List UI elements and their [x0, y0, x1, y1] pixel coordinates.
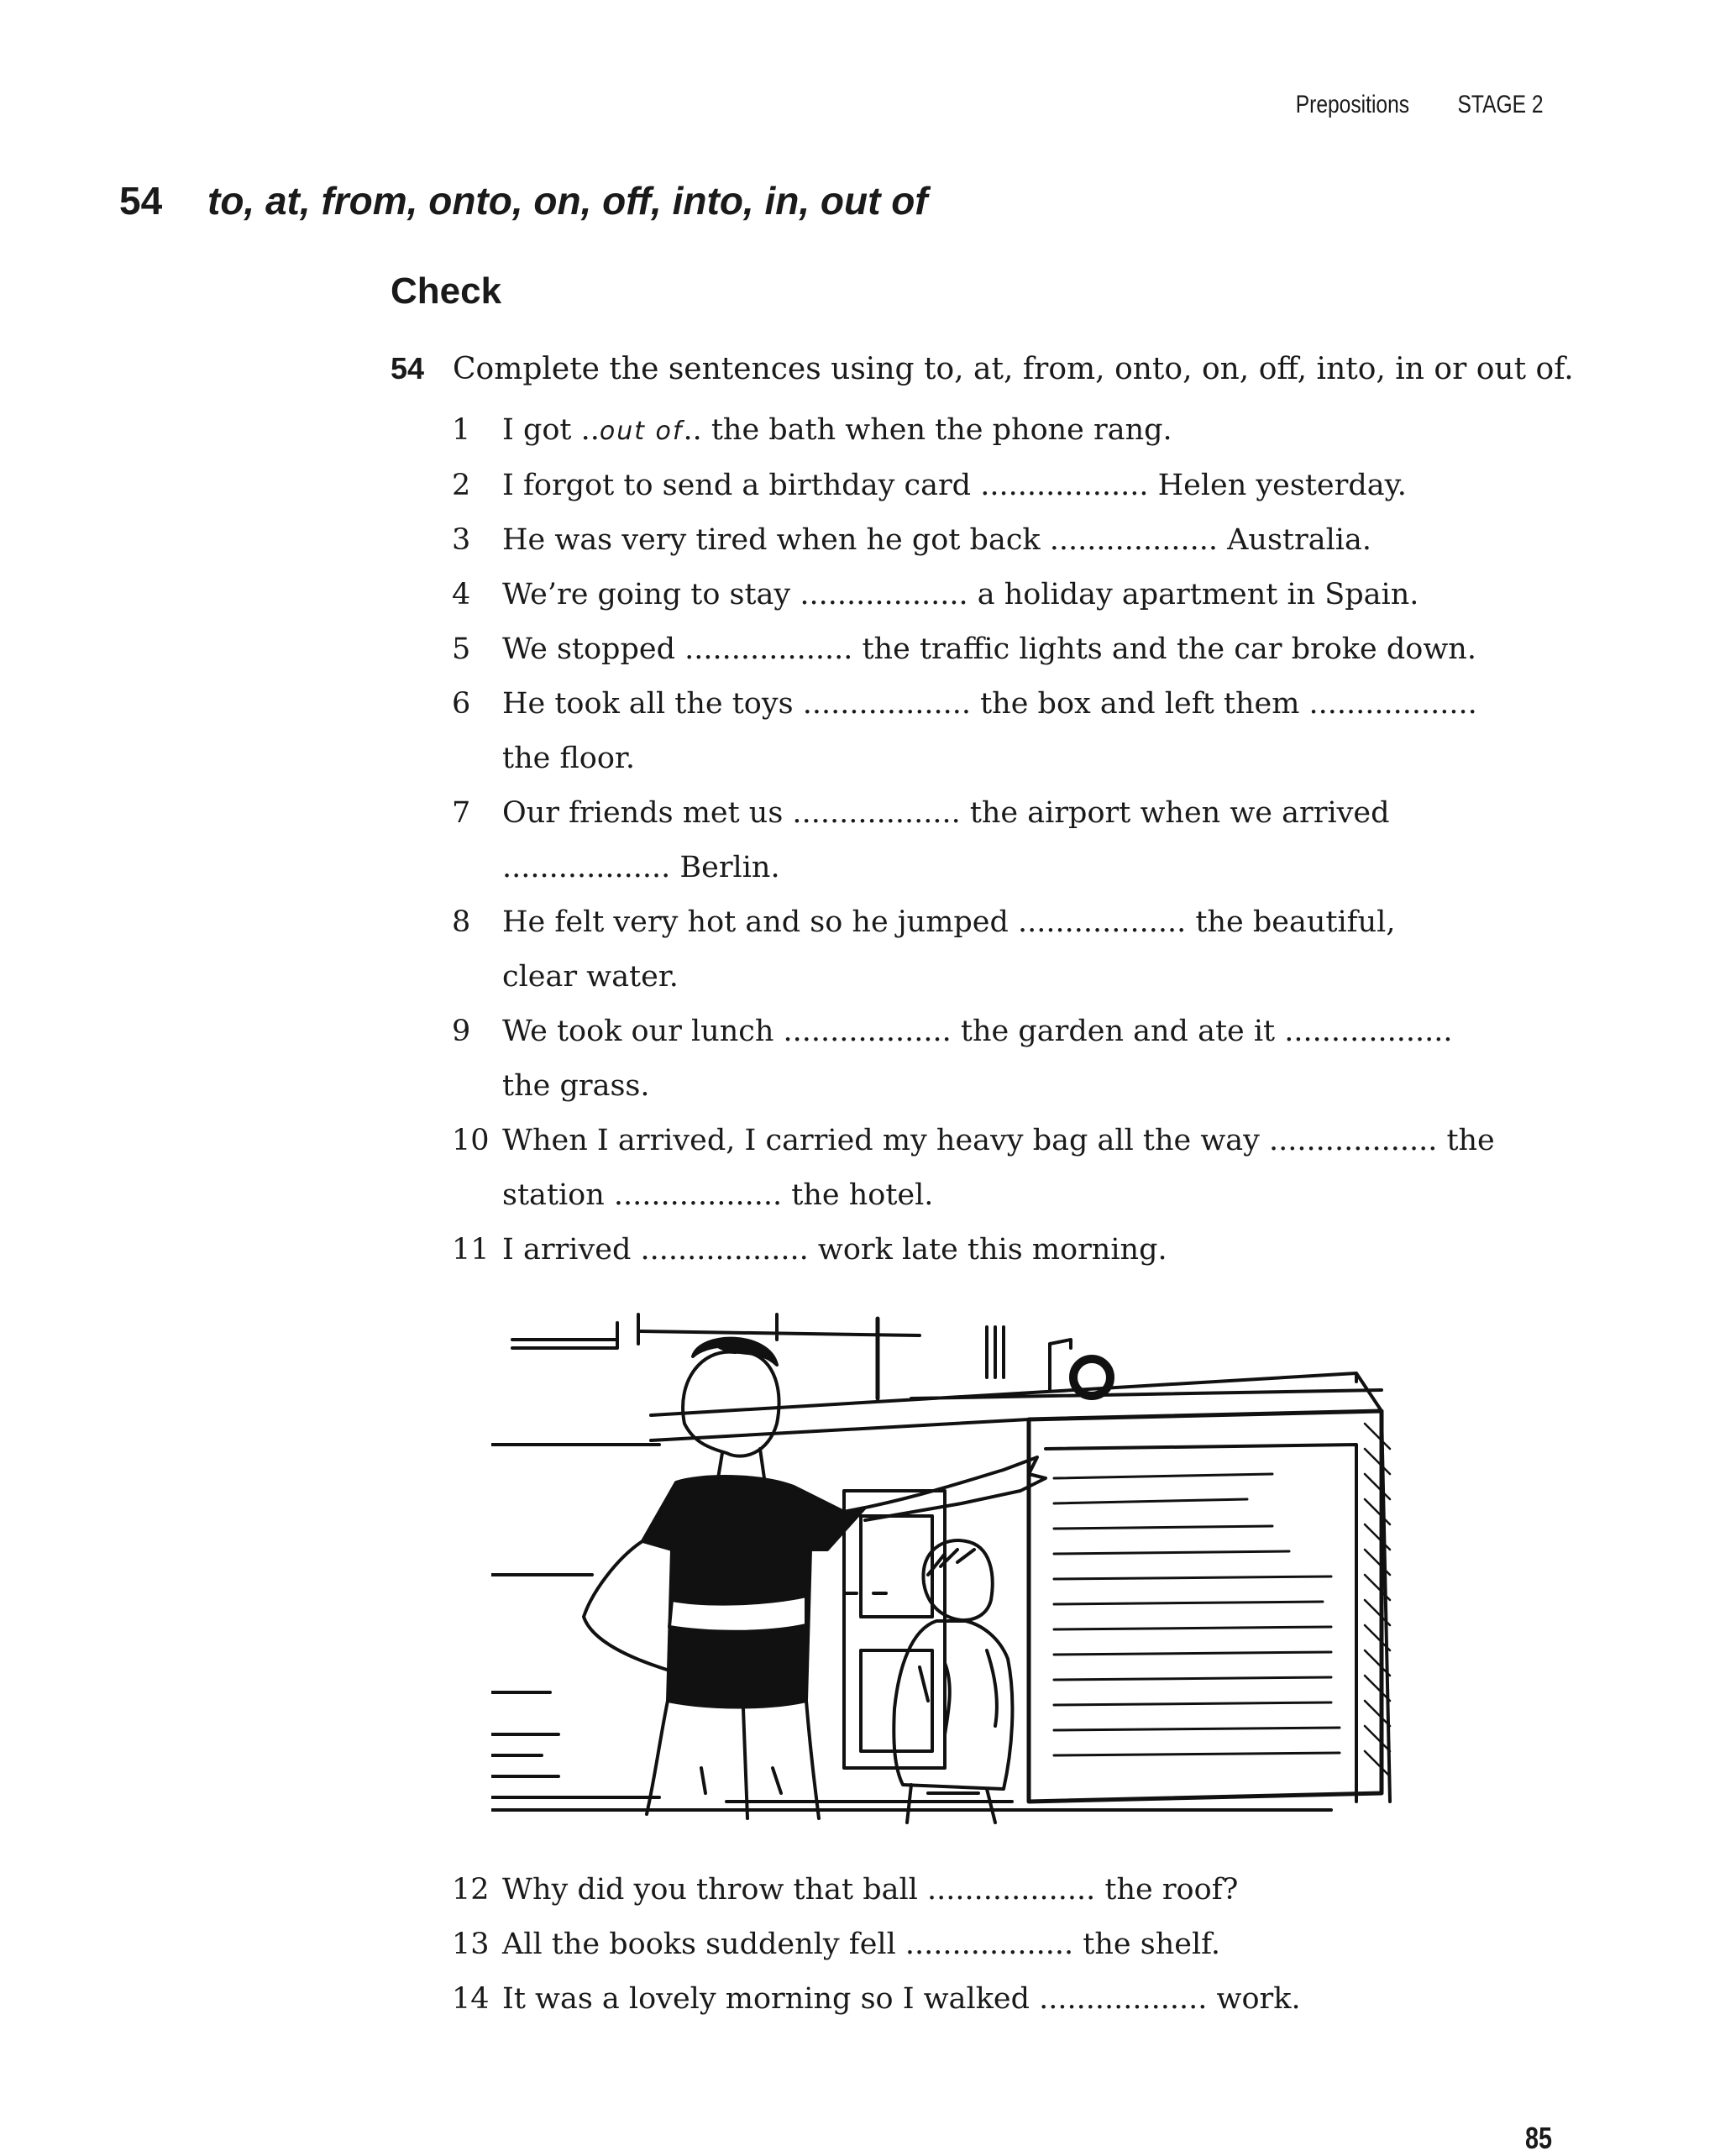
section-heading: Check	[391, 270, 502, 312]
exercise-item	[452, 1114, 1577, 1223]
exercise-item	[452, 459, 1577, 513]
item-text	[502, 622, 1577, 677]
item-number: 12	[452, 1873, 490, 1907]
exercise-instruction: Complete the sentences using to, at, from, onto, on, off, into, in or out of.	[453, 352, 1574, 386]
item-number: 9	[452, 1015, 471, 1048]
item-number: 4	[452, 578, 471, 611]
item-line: the floor.	[502, 742, 635, 775]
item-line: I arrived .................. work late this morning.	[502, 1233, 1167, 1267]
item-text	[502, 1972, 1577, 2027]
item-line: When I arrived, I carried my heavy bag all the way .................. the	[502, 1124, 1495, 1157]
unit-number: 54	[119, 179, 163, 223]
item-line: All the books suddenly fell .................. the shelf.	[502, 1928, 1220, 1961]
item-text	[502, 1223, 1577, 1277]
item-number: 8	[452, 905, 471, 939]
item-line: Our friends met us .................. the airport when we arrived	[502, 796, 1390, 830]
exercise-item	[452, 1972, 1577, 2027]
item-text	[502, 786, 1577, 895]
exercise-number: 54	[391, 351, 425, 386]
exercise-item	[452, 568, 1577, 622]
page-header	[1296, 91, 1544, 119]
item-line: He took all the toys .................. the box and left them ..................	[502, 687, 1477, 721]
item-line: the grass.	[502, 1069, 650, 1103]
item-line: I got ..out of.. the bath when the phone rang.	[502, 413, 1172, 447]
item-text	[502, 1917, 1577, 1972]
unit-title	[119, 178, 928, 223]
exercise-item	[452, 622, 1577, 677]
item-line: He felt very hot and so he jumped .................. the beautiful,	[502, 905, 1396, 939]
item-line: We took our lunch .................. the garden and ate it ..................	[502, 1015, 1453, 1048]
item-line: Why did you throw that ball .................. the roof?	[502, 1873, 1239, 1907]
exercise-item	[452, 895, 1577, 1005]
item-number: 3	[452, 523, 471, 557]
item-number: 7	[452, 796, 471, 830]
sample-answer: out of	[599, 417, 684, 446]
exercise-item	[452, 1223, 1577, 1277]
exercise-item	[452, 786, 1577, 895]
item-line: We’re going to stay .................. a holiday apartment in Spain.	[502, 578, 1419, 611]
item-number: 1	[452, 413, 471, 447]
item-text	[502, 568, 1577, 622]
page-number: 85	[1524, 2121, 1552, 2155]
item-number: 11	[452, 1233, 490, 1267]
exercise-item	[452, 1005, 1577, 1114]
item-line: We stopped .................. the traffic lights and the car broke down.	[502, 632, 1476, 666]
header-topic: Prepositions	[1296, 91, 1410, 118]
exercise-intro	[391, 351, 1574, 386]
item-number: 10	[452, 1124, 490, 1157]
exercise-item	[452, 403, 1577, 459]
item-text	[502, 459, 1577, 513]
item-number: 13	[452, 1928, 490, 1961]
item-number: 5	[452, 632, 471, 666]
item-text	[502, 1114, 1577, 1223]
item-text	[502, 677, 1577, 786]
exercise-item	[452, 1917, 1577, 1972]
item-line: .................. Berlin.	[502, 851, 780, 884]
item-line: He was very tired when he got back .................. Australia.	[502, 523, 1371, 557]
exercise-item	[452, 1863, 1577, 1917]
illustration-garage-scene	[491, 1298, 1424, 1835]
item-line: It was a lovely morning so I walked .................. work.	[502, 1982, 1301, 2016]
item-text	[502, 513, 1577, 568]
exercise-items-bottom	[452, 1863, 1577, 2027]
item-number: 2	[452, 469, 471, 502]
item-text	[502, 1005, 1577, 1114]
item-line: station .................. the hotel.	[502, 1178, 934, 1212]
item-line: I forgot to send a birthday card .................. Helen yesterday.	[502, 469, 1407, 502]
item-text	[502, 403, 1577, 459]
header-stage: STAGE 2	[1457, 91, 1544, 118]
exercise-items-top	[452, 403, 1577, 1277]
unit-heading: to, at, from, onto, on, off, into, in, out of	[207, 179, 928, 223]
item-text	[502, 1863, 1577, 1917]
item-text	[502, 895, 1577, 1005]
exercise-item	[452, 677, 1577, 786]
item-line: clear water.	[502, 960, 679, 994]
exercise-item	[452, 513, 1577, 568]
item-number: 6	[452, 687, 471, 721]
item-number: 14	[452, 1982, 490, 2016]
